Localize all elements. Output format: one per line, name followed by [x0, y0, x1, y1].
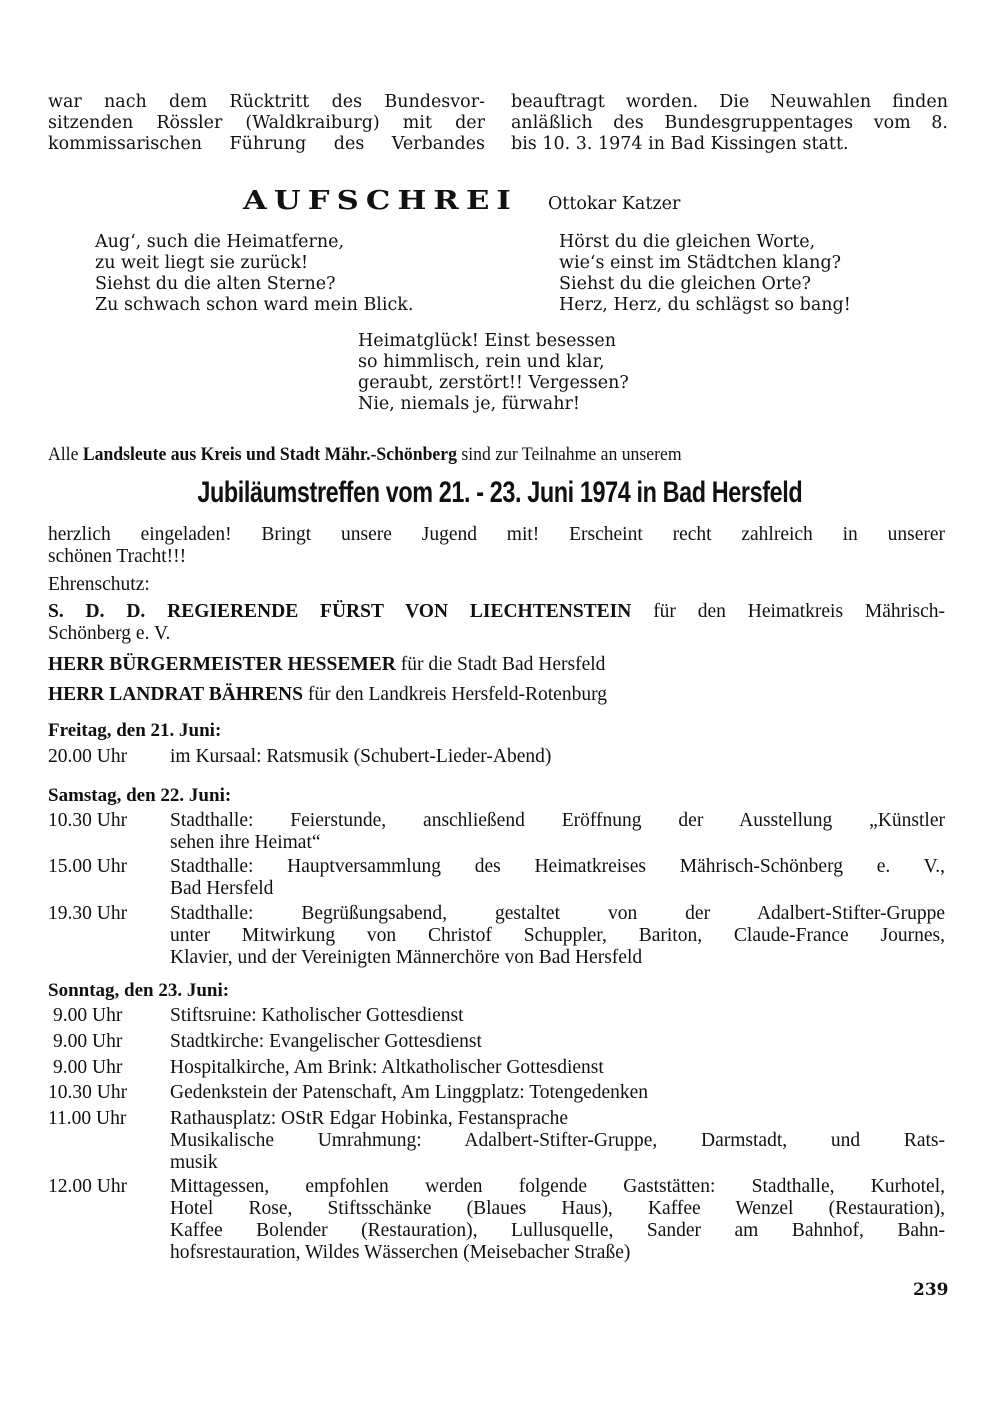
- patron-name: S. D. D. REGIERENDE FÜRST VON LIECHTENSTEIN: [48, 601, 632, 622]
- event-time: 9.00 Uhr: [53, 1005, 123, 1026]
- event-description: [170, 1108, 945, 1174]
- schedule-event: [48, 1057, 945, 1079]
- verse-line: so himmlisch, rein und klar,: [358, 352, 605, 372]
- verse-line: Siehst du die alten Sterne?: [95, 274, 336, 294]
- text-line: Ehrenschutz:: [48, 574, 150, 595]
- text-line: Mittagessen, empfohlen werden folgende Gaststätten: Stadthalle, Kurhotel,: [170, 1176, 945, 1197]
- event-description: [170, 810, 945, 854]
- poem-header: [243, 186, 680, 216]
- event-time: 12.00 Uhr: [48, 1176, 128, 1197]
- schedule-event: [48, 1031, 945, 1053]
- text-line: im Kursaal: Ratsmusik (Schubert-Lieder-Abend): [170, 746, 552, 767]
- event-title: Jubiläumstreffen vom 21. - 23. Juni 1974 in Bad Hersfeld: [197, 476, 803, 509]
- event-description: [170, 1005, 945, 1027]
- invitation-text: [48, 524, 945, 568]
- invitation-prefix: Alle: [48, 444, 79, 465]
- schedule-event: [48, 903, 945, 969]
- intro-right-column: [511, 92, 948, 155]
- text-line: sehen ihre Heimat“: [170, 832, 321, 853]
- event-description: [170, 746, 945, 768]
- text-line: Kaffee Bolender (Restauration), Lullusquelle, Sander am Bahnhof, Bahn-: [170, 1220, 945, 1241]
- event-time: 11.00 Uhr: [48, 1108, 127, 1129]
- day-heading-sunday: Sonntag, den 23. Juni:: [48, 980, 230, 1001]
- event-time: 9.00 Uhr: [53, 1031, 123, 1052]
- verse-line: Hörst du die gleichen Worte,: [559, 232, 816, 252]
- schedule-event: [48, 856, 945, 900]
- schedule-event: [48, 1005, 945, 1027]
- text-line: Hospitalkirche, Am Brink: Altkatholischer Gottesdienst: [170, 1057, 604, 1078]
- poem-stanza-3: [358, 331, 629, 415]
- event-time: 20.00 Uhr: [48, 746, 128, 767]
- text-line: Bad Hersfeld: [170, 878, 274, 899]
- invitation-suffix: sind zur Teilnahme an unserem: [461, 444, 682, 465]
- text-line: unter Mitwirkung von Christof Schuppler, Bariton, Claude-France Journes,: [170, 925, 945, 946]
- patron-item: [48, 684, 945, 706]
- poem-stanza-1: [95, 232, 413, 316]
- text-line: [48, 601, 945, 623]
- text-line: kommissarischen Führung des Verbandes: [48, 134, 485, 154]
- invitation-audience: Landsleute aus Kreis und Stadt Mähr.-Schönberg: [82, 444, 457, 465]
- patron-item: [48, 601, 945, 645]
- text-line: Stadtkirche: Evangelischer Gottesdienst: [170, 1031, 482, 1052]
- text-line: herzlich eingeladen! Bringt unsere Jugend mit! Erscheint recht zahlreich in unserer: [48, 524, 945, 545]
- day-heading-saturday: Samstag, den 22. Juni:: [48, 785, 232, 806]
- text-line: beauftragt worden. Die Neuwahlen finden: [511, 92, 948, 112]
- event-description: [170, 1176, 945, 1264]
- patron-item: [48, 654, 945, 676]
- verse-line: zu weit liegt sie zurück!: [95, 253, 308, 273]
- patron-role-cont: Schönberg e. V.: [48, 623, 171, 644]
- text-line: anläßlich des Bundesgruppentages vom 8.: [511, 113, 948, 133]
- text-line: musik: [170, 1152, 218, 1173]
- event-time: 9.00 Uhr: [53, 1057, 123, 1078]
- schedule-event: [48, 746, 945, 768]
- event-description: [170, 1057, 945, 1079]
- event-time: 10.30 Uhr: [48, 1082, 128, 1103]
- text-line: war nach dem Rücktritt des Bundesvor-: [48, 92, 485, 112]
- schedule-event: [48, 810, 945, 854]
- text-line: Stadthalle: Feierstunde, anschließend Eröffnung der Ausstellung „Künstler: [170, 810, 945, 831]
- text-line: sitzenden Rössler (Waldkraiburg) mit der: [48, 113, 485, 133]
- page-number: 239: [913, 1280, 949, 1300]
- patron-role: für den Heimatkreis Mährisch-: [653, 601, 946, 622]
- text-line: Stiftsruine: Katholischer Gottesdienst: [170, 1005, 464, 1026]
- patron-role: für die Stadt Bad Hersfeld: [400, 654, 606, 675]
- text-line: Stadthalle: Hauptversammlung des Heimatkreises Mährisch-Schönberg e. V.,: [170, 856, 945, 877]
- event-time: 10.30 Uhr: [48, 810, 128, 831]
- verse-line: Nie, niemals je, fürwahr!: [358, 394, 580, 414]
- text-line: bis 10. 3. 1974 in Bad Kissingen statt.: [511, 134, 849, 154]
- event-description: [170, 1031, 945, 1053]
- text-line: Rathausplatz: OStR Edgar Hobinka, Festansprache: [170, 1108, 569, 1129]
- verse-line: geraubt, zerstört!! Vergessen?: [358, 373, 629, 393]
- verse-line: Zu schwach schon ward mein Blick.: [95, 295, 414, 315]
- event-banner: [0, 476, 1000, 510]
- verse-line: wie‘s einst im Städtchen klang?: [559, 253, 842, 273]
- intro-left-column: [48, 92, 485, 155]
- poem-title: AUFSCHREI: [243, 186, 518, 216]
- patron-role: für den Landkreis Hersfeld-Rotenburg: [307, 684, 607, 705]
- text-line: schönen Tracht!!!: [48, 546, 187, 567]
- patron-name: HERR BÜRGERMEISTER HESSEMER: [48, 654, 396, 675]
- text-line: Hotel Rose, Stiftsschänke (Blaues Haus), Kaffee Wenzel (Restauration),: [170, 1198, 945, 1219]
- poem-stanza-2: [559, 232, 851, 316]
- event-time: 19.30 Uhr: [48, 903, 128, 924]
- event-description: [170, 903, 945, 969]
- text-line: Klavier, und der Vereinigten Männerchöre von Bad Hersfeld: [170, 947, 643, 968]
- text-line: Stadthalle: Begrüßungsabend, gestaltet von der Adalbert-Stifter-Gruppe: [170, 903, 945, 924]
- day-heading-friday: Freitag, den 21. Juni:: [48, 720, 222, 741]
- invitation-intro: [48, 444, 882, 466]
- poem-author: Ottokar Katzer: [547, 194, 681, 214]
- verse-line: Aug‘, such die Heimatferne,: [95, 232, 345, 252]
- schedule-event: [48, 1082, 945, 1104]
- text-line: [48, 684, 945, 706]
- event-description: [170, 1082, 945, 1104]
- event-time: 15.00 Uhr: [48, 856, 128, 877]
- verse-line: Herz, Herz, du schlägst so bang!: [559, 295, 851, 315]
- verse-line: Siehst du die gleichen Orte?: [559, 274, 812, 294]
- text-line: [48, 654, 945, 676]
- ehrenschutz-label: [48, 574, 945, 596]
- verse-line: Heimatglück! Einst besessen: [358, 331, 617, 351]
- text-line: Gedenkstein der Patenschaft, Am Linggplatz: Totengedenken: [170, 1082, 649, 1103]
- schedule-event: [48, 1108, 945, 1174]
- text-line: Musikalische Umrahmung: Adalbert-Stifter-Gruppe, Darmstadt, und Rats-: [170, 1130, 945, 1151]
- text-line: hofsrestauration, Wildes Wässerchen (Meisebacher Straße): [170, 1242, 631, 1263]
- intro-paragraph: [48, 92, 948, 155]
- event-description: [170, 856, 945, 900]
- patron-name: HERR LANDRAT BÄHRENS: [48, 684, 303, 705]
- schedule-event: [48, 1176, 945, 1264]
